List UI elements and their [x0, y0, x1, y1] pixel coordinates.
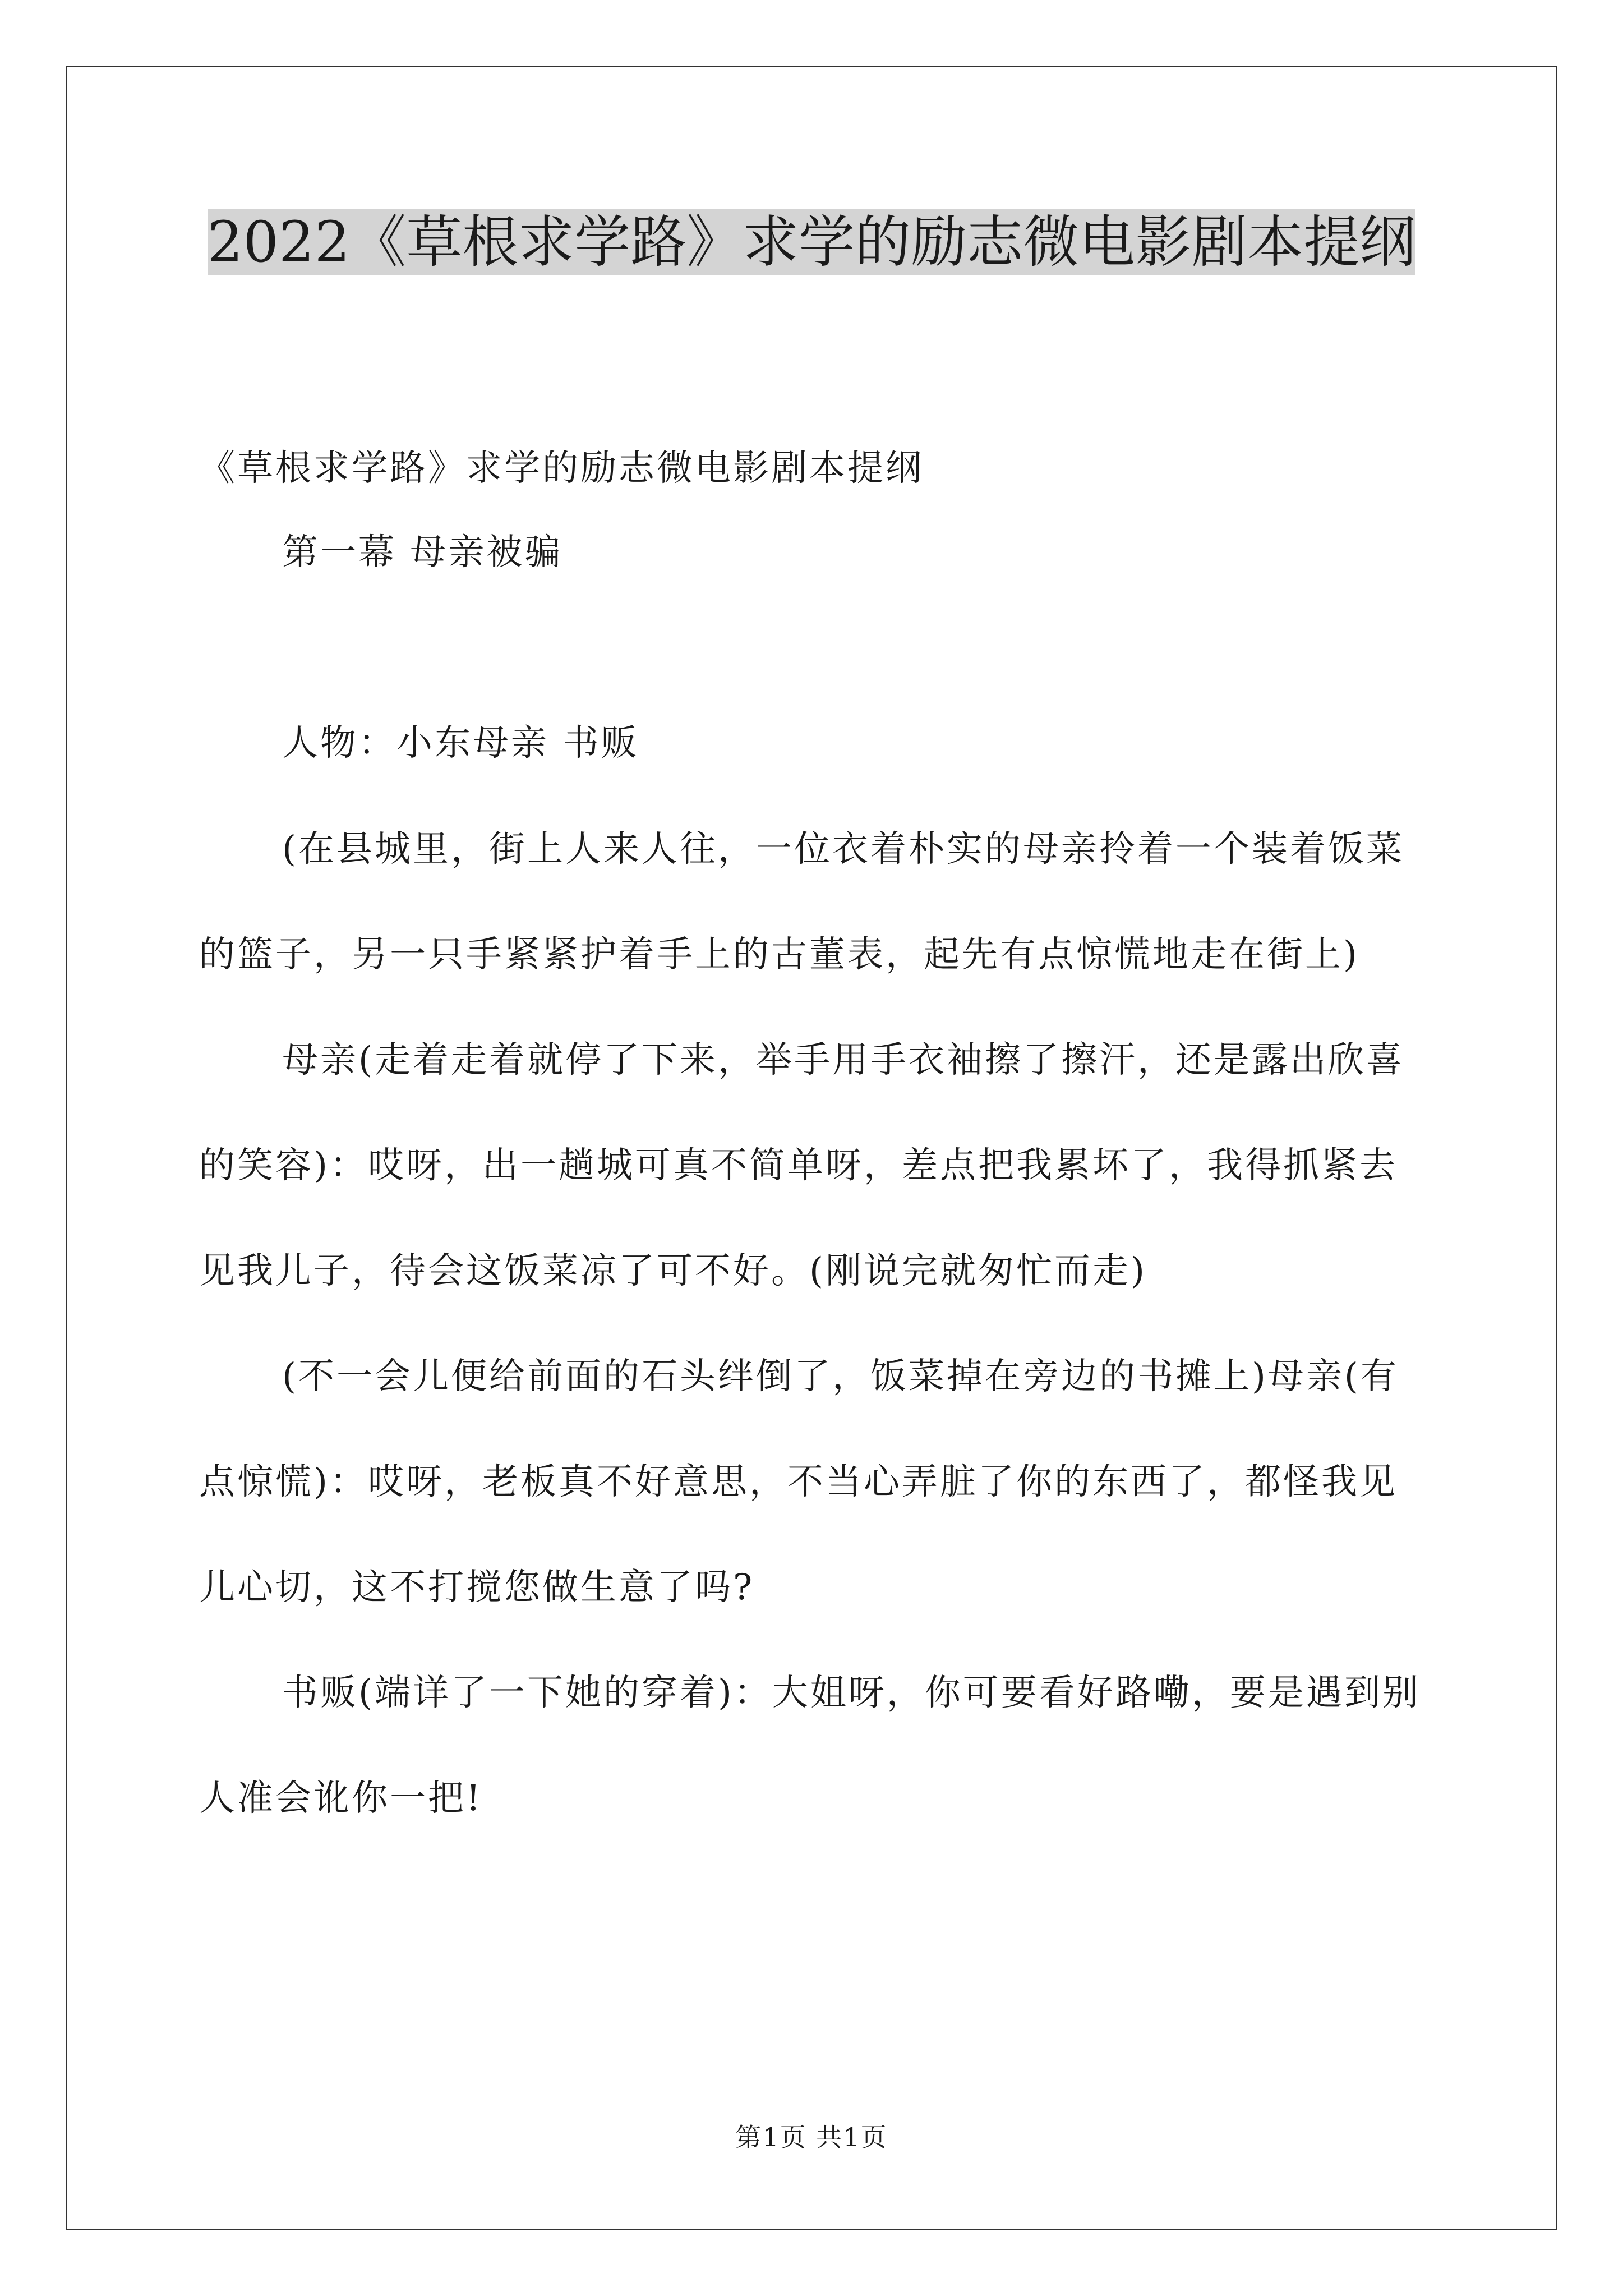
- document-body: [199, 440, 1433, 1851]
- paragraph-mother-speech: 母亲(走着走着就停了下来，举手用手衣袖擦了擦汗，还是露出欣喜的笑容)：哎呀，出一趟城可真不简单呀，差点把我累坏了，我得抓紧去见我儿子，待会这饭菜凉了可不好。(刚说完就匆忙而走): [199, 1039, 1404, 1292]
- paragraph-mother-falls: (不一会儿便给前面的石头绊倒了，饭菜掉在旁边的书摊上)母亲(有点惊慌)：哎呀，老板真不好意思，不当心弄脏了你的东西了，都怪我见儿心切，这不打搅您做生意了吗?: [199, 1356, 1399, 1608]
- document-subtitle: 《草根求学路》求学的励志微电影剧本提纲: [199, 448, 924, 489]
- document-title: [168, 191, 1455, 294]
- paragraph-vendor-speech: 书贩(端详了一下她的穿着)：大姐呀，你可要看好路嘞，要是遇到别人准会讹你一把!: [199, 1672, 1421, 1819]
- act-heading: 第一幕 母亲被骗: [282, 532, 563, 573]
- characters-line: 人物：小东母亲 书贩: [282, 723, 639, 764]
- paragraph-scene-setting: (在县城里，街上人来人往，一位衣着朴实的母亲拎着一个装着饭菜的篮子，另一只手紧紧护着手上的古董表，起先有点惊慌地走在街上): [199, 829, 1404, 976]
- document-title-text: 2022《草根求学路》求学的励志微电影剧本提纲: [207, 209, 1416, 275]
- page-footer: 第1页 共1页: [735, 2122, 888, 2152]
